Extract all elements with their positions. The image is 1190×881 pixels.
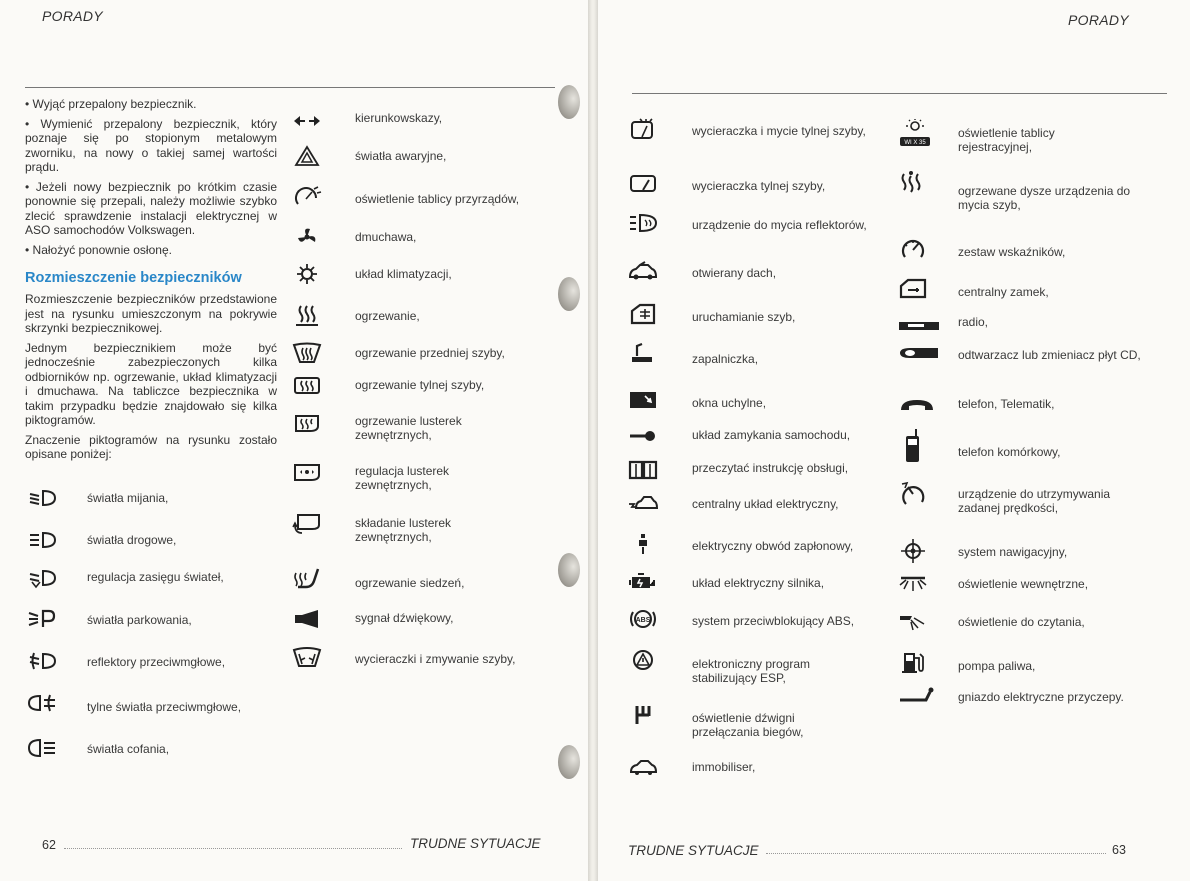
legend-label: uruchamianie szyb, bbox=[692, 310, 796, 324]
binder-ring bbox=[558, 745, 580, 779]
front-fog-icon bbox=[27, 650, 57, 672]
mirror-fold-icon bbox=[292, 513, 322, 535]
legend-label: oświetlenie dźwigni przełączania biegów, bbox=[692, 711, 804, 739]
ignition-icon bbox=[628, 533, 658, 555]
legend-label: światła drogowe, bbox=[87, 533, 177, 547]
legend-label: układ klimatyzacji, bbox=[355, 267, 452, 281]
central-lock-icon bbox=[898, 278, 928, 300]
legend-label: składanie lusterek zewnętrznych, bbox=[355, 516, 452, 544]
seat-heat-icon bbox=[292, 567, 322, 589]
gauge-icon bbox=[898, 236, 928, 260]
navigation-icon bbox=[898, 538, 928, 564]
svg-text:WI X 35: WI X 35 bbox=[904, 140, 926, 146]
power-window-icon bbox=[628, 303, 658, 325]
legend-label: pompa paliwa, bbox=[958, 659, 1036, 673]
cd-icon bbox=[898, 343, 940, 365]
legend-label: centralny układ elektryczny, bbox=[692, 497, 839, 511]
legend-label: urządzenie do mycia reflektorów, bbox=[692, 218, 867, 232]
legend-label: ogrzewanie tylnej szyby, bbox=[355, 378, 485, 392]
phone-icon bbox=[898, 394, 936, 416]
headlight-range-icon bbox=[27, 567, 57, 589]
legend-label: wycieraczka i mycie tylnej szyby, bbox=[692, 124, 866, 138]
legend-label: dmuchawa, bbox=[355, 230, 417, 244]
legend-label: gniazdo elektryczne przyczepy. bbox=[958, 690, 1124, 704]
cruise-control-icon bbox=[898, 480, 928, 506]
binder-ring bbox=[558, 277, 580, 311]
paragraph: Znaczenie piktogramów na rysunku zostało opisane poniżej: bbox=[25, 432, 277, 461]
legend-label: sygnał dźwiękowy, bbox=[355, 611, 454, 625]
left-page-header: PORADY bbox=[42, 8, 103, 24]
trailer-socket-icon bbox=[898, 684, 936, 706]
parking-light-icon bbox=[27, 608, 57, 630]
heating-icon bbox=[292, 304, 322, 326]
legend-label: układ elektryczny silnika, bbox=[692, 576, 825, 590]
gear-lever-icon bbox=[628, 704, 658, 726]
horn-icon bbox=[292, 608, 322, 630]
legend-label: zapalniczka, bbox=[692, 352, 759, 366]
legend-label: układ zamykania samochodu, bbox=[692, 428, 851, 442]
wiper-washer-icon bbox=[292, 646, 322, 668]
legend-label: telefon komórkowy, bbox=[958, 445, 1061, 459]
mobile-phone-icon bbox=[898, 428, 928, 464]
legend-label: wycieraczki i zmywanie szyby, bbox=[355, 652, 516, 666]
legend-label: telefon, Telematik, bbox=[958, 397, 1055, 411]
legend-label: światła cofania, bbox=[87, 742, 170, 756]
reverse-light-icon bbox=[27, 737, 57, 759]
headlight-washer-icon bbox=[628, 212, 658, 234]
book-gutter bbox=[588, 0, 598, 881]
esp-icon bbox=[628, 649, 658, 671]
legend-label: centralny zamek, bbox=[958, 285, 1049, 299]
page-number: 63 bbox=[1112, 843, 1126, 857]
legend-label: ogrzewanie lusterek zewnętrznych, bbox=[355, 414, 462, 442]
legend-label: oświetlenie do czytania, bbox=[958, 615, 1085, 629]
legend-label: ogrzewane dysze urządzenia do mycia szyb, bbox=[958, 184, 1131, 212]
legend-label: odtwarzacz lub zmieniacz płyt CD, bbox=[958, 348, 1141, 362]
legend-label: światła awaryjne, bbox=[355, 149, 447, 163]
fan-icon bbox=[292, 226, 322, 248]
rear-wiper-washer-icon bbox=[628, 118, 658, 140]
abs-icon bbox=[628, 608, 658, 630]
left-page bbox=[0, 0, 588, 881]
footer-title: TRUDNE SYTUACJE bbox=[628, 843, 759, 858]
legend-label: ogrzewanie, bbox=[355, 309, 420, 323]
footer-title: TRUDNE SYTUACJE bbox=[410, 836, 541, 851]
sunroof-icon bbox=[628, 261, 658, 283]
front-defrost-icon bbox=[292, 342, 322, 364]
immobiliser-icon bbox=[628, 757, 658, 779]
legend-label: system nawigacyjny, bbox=[958, 545, 1068, 559]
legend-label: regulacja lusterek zewnętrznych, bbox=[355, 464, 450, 492]
mirror-heat-icon bbox=[292, 413, 322, 435]
rear-fog-icon bbox=[27, 692, 57, 714]
plate-light-icon bbox=[898, 118, 932, 148]
bullet-item: • Wyjąć przepalony bezpiecznik. bbox=[25, 97, 197, 111]
legend-label: elektryczny obwód zapłonowy, bbox=[692, 539, 854, 553]
legend-label: system przeciwblokujący ABS, bbox=[692, 614, 855, 628]
cigarette-lighter-icon bbox=[628, 343, 658, 365]
dash-illumination-icon bbox=[292, 186, 322, 208]
bullet-item: • Wymienić przepalony bezpiecznik, który poznaje się po stopionym metalowym zworniku, na nowy o takiej samej wartości prądu. bbox=[25, 116, 277, 174]
bullet-list bbox=[25, 97, 277, 262]
section-title: Rozmieszczenie bezpieczników bbox=[25, 270, 242, 286]
rear-wiper-icon bbox=[628, 173, 658, 195]
paragraph: Rozmieszczenie bezpieczników przedstawione jest na rysunku umieszczonym na pokrywie skrzynki bezpiecznikowej. bbox=[25, 292, 277, 335]
lock-system-icon bbox=[628, 425, 658, 447]
legend-label: immobiliser, bbox=[692, 760, 756, 774]
bullet-item: • Jeżeli nowy bezpiecznik po krótkim czasie ponownie się przepali, należy możliwie szybko zlecić sprawdzenie instalacji elektrycznej w ASO samochodów Volkswagen. bbox=[25, 179, 277, 237]
legend-label: radio, bbox=[958, 315, 989, 329]
right-header-rule bbox=[632, 93, 1167, 94]
legend-label: otwierany dach, bbox=[692, 266, 777, 280]
legend-label: regulacja zasięgu świateł, bbox=[87, 570, 224, 584]
washer-nozzle-heat-icon bbox=[898, 170, 928, 200]
legend-label: reflektory przeciwmgłowe, bbox=[87, 655, 226, 669]
mirror-adjust-icon bbox=[292, 462, 322, 484]
reading-light-icon bbox=[898, 610, 928, 632]
rear-defrost-icon bbox=[292, 375, 322, 397]
legend-label: elektroniczny program stabilizujący ESP, bbox=[692, 657, 811, 685]
legend-label: oświetlenie tablicy rejestracyjnej, bbox=[958, 126, 1055, 154]
legend-label: kierunkowskazy, bbox=[355, 111, 443, 125]
high-beam-icon bbox=[27, 529, 57, 551]
climate-icon bbox=[292, 263, 322, 285]
turn-signal-icon bbox=[292, 110, 322, 132]
bullet-item: • Nałożyć ponownie osłonę. bbox=[25, 242, 172, 257]
legend-label: ogrzewanie przedniej szyby, bbox=[355, 346, 505, 360]
binder-ring bbox=[558, 85, 580, 119]
legend-label: ogrzewanie siedzeń, bbox=[355, 576, 465, 590]
legend-label: światła mijania, bbox=[87, 491, 169, 505]
binder-ring bbox=[558, 553, 580, 587]
paragraph: Jednym bezpiecznikiem może być jednocześnie zabezpieczonych kilka odbiorników np. ogrzewanie, układ klimatyzacji i dmuchawa. Na tabliczce bezpiecznika w takim przypadku będzie znajdowało się kilka piktogramów. bbox=[25, 340, 277, 427]
section-body bbox=[25, 292, 277, 467]
right-page bbox=[598, 0, 1190, 881]
right-page-header: PORADY bbox=[1068, 12, 1129, 28]
legend-label: okna uchylne, bbox=[692, 396, 767, 410]
radio-icon bbox=[898, 315, 940, 337]
engine-electric-icon bbox=[628, 570, 658, 592]
low-beam-icon bbox=[27, 487, 57, 509]
vent-window-icon bbox=[628, 389, 658, 411]
legend-label: zestaw wskaźników, bbox=[958, 245, 1066, 259]
legend-label: urządzenie do utrzymywania zadanej prędkości, bbox=[958, 487, 1111, 515]
footer-rule bbox=[64, 848, 402, 849]
interior-light-icon bbox=[898, 571, 928, 593]
footer-rule bbox=[766, 853, 1106, 854]
legend-label: przeczytać instrukcję obsługi, bbox=[692, 461, 849, 475]
legend-label: tylne światła przeciwmgłowe, bbox=[87, 700, 242, 714]
manual-icon bbox=[628, 458, 658, 480]
legend-label: wycieraczka tylnej szyby, bbox=[692, 179, 826, 193]
legend-label: światła parkowania, bbox=[87, 613, 192, 627]
central-electric-icon bbox=[628, 492, 658, 514]
svg-text:ABS: ABS bbox=[635, 617, 651, 624]
left-header-rule bbox=[25, 87, 555, 88]
legend-label: oświetlenie tablicy przyrządów, bbox=[355, 192, 520, 206]
legend-label: oświetlenie wewnętrzne, bbox=[958, 577, 1089, 591]
fuel-pump-icon bbox=[898, 650, 928, 674]
hazard-icon bbox=[292, 145, 322, 167]
page-number: 62 bbox=[42, 838, 56, 852]
